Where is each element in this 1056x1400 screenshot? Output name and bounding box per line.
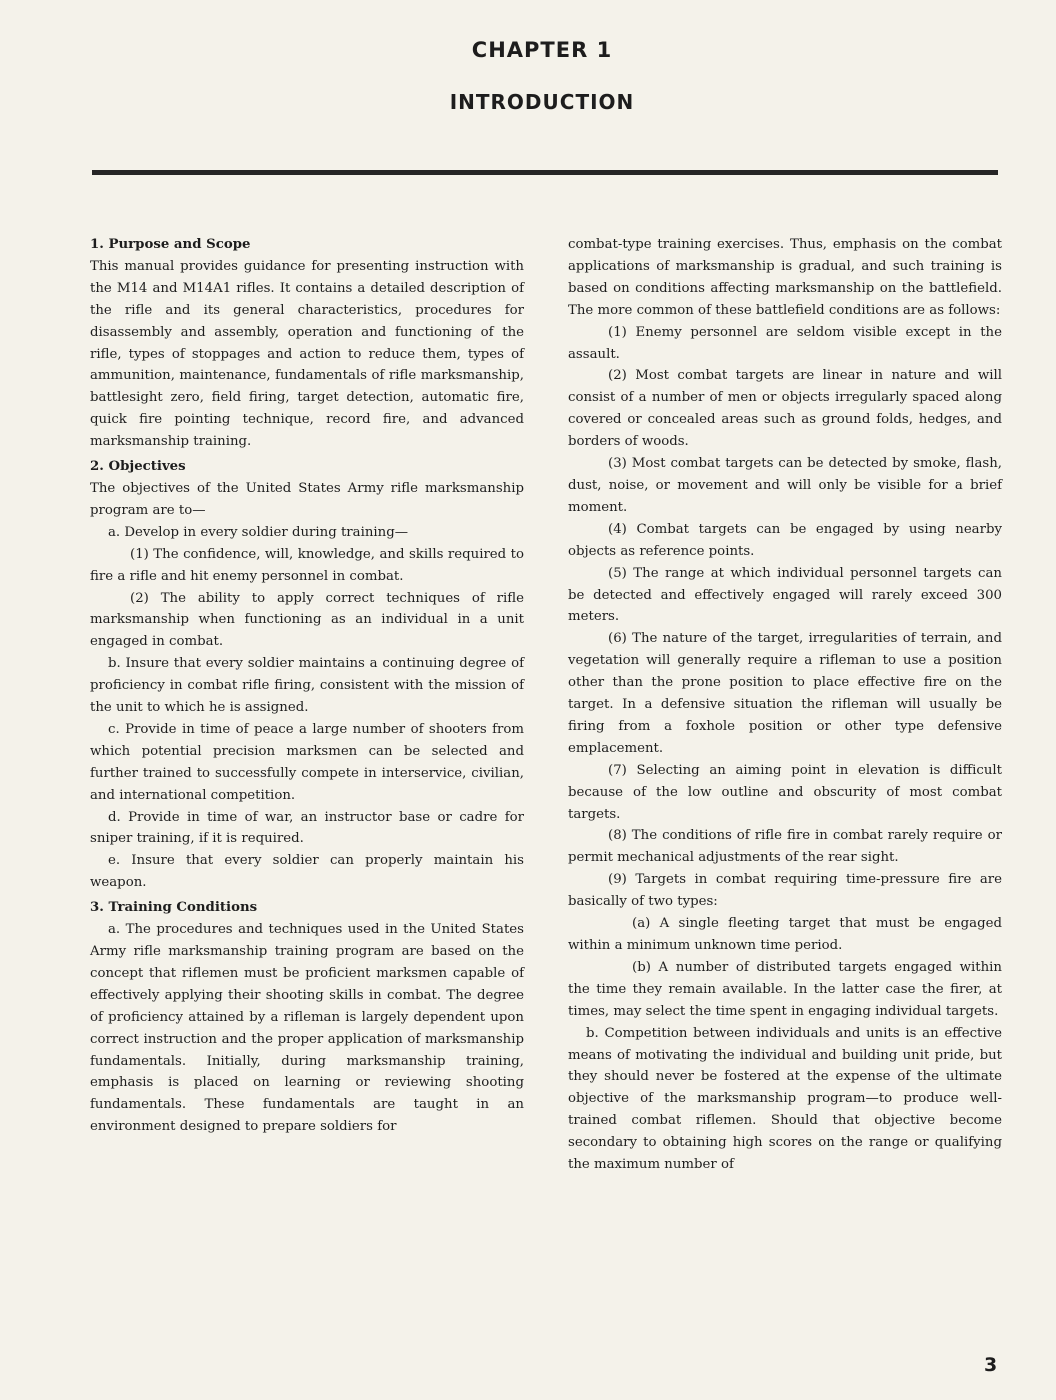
- paragraph: (b) A number of distributed targets engaged within the time they remain available. In the latter case the firer, at times, may select the time spent in engaging individual targets.: [568, 959, 1002, 1019]
- paragraph: (6) The nature of the target, irregularities of terrain, and vegetation will generally require a rifleman to use a position other than the prone position to place effective fire on the target. In a defensive situation the rifleman will usually be firing from a foxhole position or other type defensive emplacement.: [568, 631, 1002, 756]
- paragraph: (9) Targets in combat requiring time-pressure fire are basically of two types:: [568, 872, 1002, 910]
- paragraph: (4) Combat targets can be engaged by using nearby objects as reference points.: [568, 521, 1002, 559]
- paragraph: (2) Most combat targets are linear in nature and will consist of a number of men or objects irregularly spaced along covered or concealed areas such as ground folds, hedges, and borders of woods.: [568, 368, 1002, 450]
- paragraph: e. Insure that every soldier can properly maintain his weapon.: [90, 853, 524, 891]
- paragraph: combat-type training exercises. Thus, emphasis on the combat applications of marksmanship is gradual, and such training is based on conditions affecting marksmanship on the battlefield. The more common of these battlefield conditions are as follows:: [568, 237, 1002, 318]
- paragraph: (1) The confidence, will, knowledge, and skills required to fire a rifle and hit enemy personnel in combat.: [90, 546, 524, 584]
- paragraph: (8) The conditions of rifle fire in combat rarely require or permit mechanical adjustments of the rear sight.: [568, 828, 1002, 866]
- header-divider: [92, 170, 998, 175]
- page-number: 3: [984, 1354, 998, 1376]
- paragraph: b. Competition between individuals and units is an effective means of motivating the individual and building unit pride, but they should never be fostered at the expense of the ultimate objective of the marksmanship program—to produce well-trained combat riflemen. Should that objective become secondary to obtaining high scores on the range or qualifying the maximum number of: [568, 1025, 1002, 1173]
- paragraph: a. Develop in every soldier during training—: [108, 524, 409, 540]
- section-heading: 1. Purpose and Scope: [90, 237, 251, 252]
- right-column: [568, 234, 1002, 1176]
- paragraph: (5) The range at which individual personnel targets can be detected and effectively engaged will rarely exceed 300 meters.: [568, 565, 1002, 625]
- section-heading: 2. Objectives: [90, 459, 186, 475]
- page-title: INTRODUCTION: [449, 90, 635, 114]
- paragraph: d. Provide in time of war, an instructor base or cadre for sniper training, if it is required.: [90, 809, 524, 847]
- paragraph: b. Insure that every soldier maintains a continuing degree of proficiency in combat rifle firing, consistent with the mission of the unit to which he is assigned.: [90, 656, 524, 716]
- paragraph: The objectives of the United States Army rifle marksmanship program are to—: [90, 480, 524, 518]
- paragraph: This manual provides guidance for presenting instruction with the M14 and M14A1 rifles. It contains a detailed description of the rifle and its general characteristics, procedures for disassembly and assembly, operation and functioning of the rifle, types of stoppages and action to reduce them, types of ammunition, maintenance, fundamentals of rifle marksmanship, battlesight zero, field firing, target detection, automatic fire, quick fire pointing technique, record fire, and advanced marksmanship training.: [90, 258, 524, 450]
- paragraph: (2) The ability to apply correct techniques of rifle marksmanship when functioning as an individual in a unit engaged in combat.: [90, 590, 524, 650]
- paragraph: c. Provide in time of peace a large number of shooters from which potential precision marksmen can be selected and further trained to successfully compete in interservice, civilian, and international competition.: [90, 721, 524, 803]
- paragraph: a. The procedures and techniques used in the United States Army rifle marksmanship training program are based on the concept that riflemen must be proficient marksmen capable of effectively applying their shooting skills in combat. The degree of proficiency attained by a rifleman is largely dependent upon correct instruction and the proper application of marksmanship fundamentals. Initially, during marksmanship training, emphasis is placed on learning or reviewing shooting fundamentals. These fundamentals are taught in an environment designed to prepare soldiers for: [90, 922, 524, 1135]
- paragraph: (1) Enemy personnel are seldom visible except in the assault.: [568, 324, 1002, 362]
- left-column: [90, 234, 524, 1138]
- paragraph: (3) Most combat targets can be detected by smoke, flash, dust, noise, or movement and will only be visible for a brief moment.: [568, 456, 1002, 515]
- chapter-label: CHAPTER 1: [471, 38, 613, 62]
- paragraph: (7) Selecting an aiming point in elevation is difficult because of the low outline and obscurity of most combat targets.: [568, 762, 1002, 822]
- section-heading: 3. Training Conditions: [90, 900, 258, 916]
- paragraph: (a) A single fleeting target that must be engaged within a minimum unknown time period.: [568, 916, 1002, 953]
